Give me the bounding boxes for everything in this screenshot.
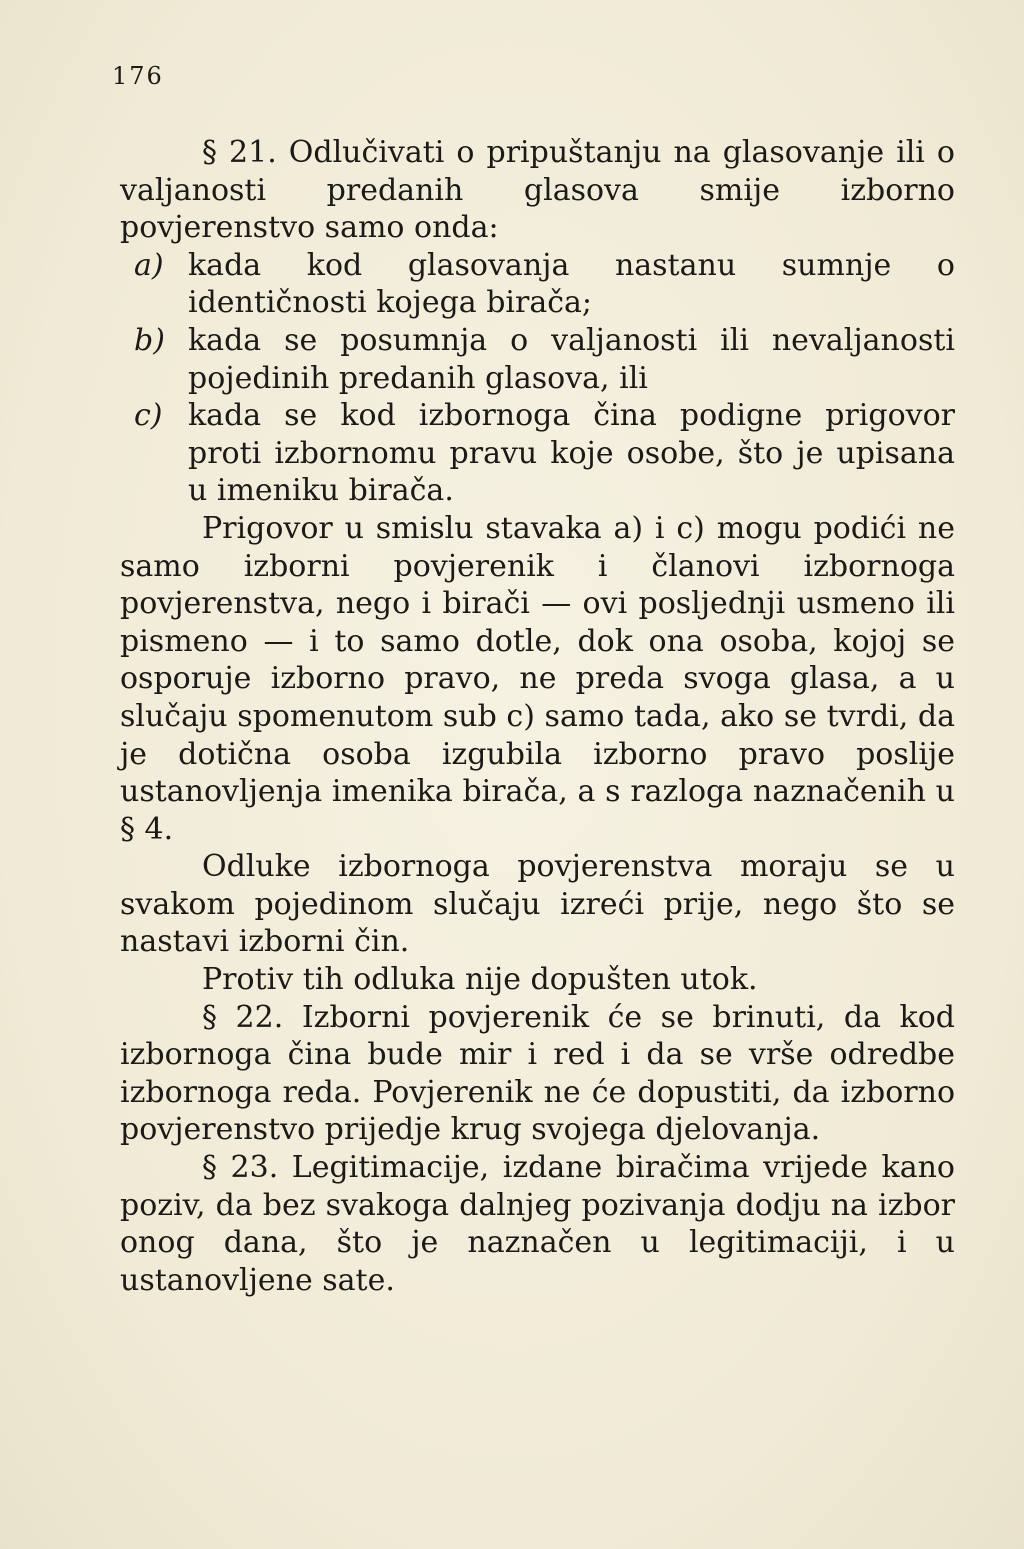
list-marker: b) — [134, 322, 165, 358]
section-21-intro: § 21. Odlučivati o pripuštanju na glasovanje ili o valjanosti predanih glasova smije izborno povjerenstvo samo onda: — [120, 135, 955, 246]
list-item-text: kada kod glasovanja nastanu sumnje o identičnosti kojega birača; — [188, 247, 955, 321]
page-number: 176 — [112, 62, 164, 90]
list-item-b — [120, 322, 955, 397]
list-item-c — [120, 397, 955, 510]
paragraph-objection: Prigovor u smislu stavaka a) i c) mogu podići ne samo izborni povjerenik i članovi izbornoga povjerenstva, nego i birači — ovi posljednji usmeno ili pismeno — i to samo dotle, dok ona osoba, kojoj se osporuje izborno pravo, ne preda svoga glasa, a u slučaju spomenutom sub c) samo tada, ako se tvrdi, da je dotična osoba izgubila izborno pravo poslije ustanovljenja imenika birača, a s razloga naznačenih u § 4. — [120, 510, 955, 847]
list-marker: a) — [134, 247, 164, 283]
section-22: § 22. Izborni povjerenik će se brinuti, da kod izbornoga čina bude mir i red i da se vrše odredbe izbornoga reda. Povjerenik ne će dopustiti, da izborno povjerenstvo prijedje krug svojega djelovanja. — [120, 999, 955, 1148]
section-23: § 23. Legitimacije, izdane biračima vrijede kano poziv, da bez svakoga dalnjeg pozivanja dodju na izbor onog dana, što je naznačen u legitimaciji, i u ustanovljene sate. — [120, 1150, 955, 1298]
list-item-text: kada se posumnja o valjanosti ili nevaljanosti pojedinih predanih glasova, ili — [188, 322, 955, 396]
paragraph-decisions: Odluke izbornoga povjerenstva moraju se u svakom pojedinom slučaju izreći prije, nego što se nastavi izborni čin. — [120, 849, 955, 960]
list-marker: c) — [134, 398, 163, 434]
list-item-text: kada se kod izbornoga čina podigne prigovor proti izbornomu pravu koje osobe, što je upisana u imeniku birača. — [188, 398, 955, 509]
paragraph-appeal: Protiv tih odluka nije dopušten utok. — [202, 962, 758, 998]
page-text — [120, 134, 955, 1299]
list-item-a — [120, 247, 955, 322]
